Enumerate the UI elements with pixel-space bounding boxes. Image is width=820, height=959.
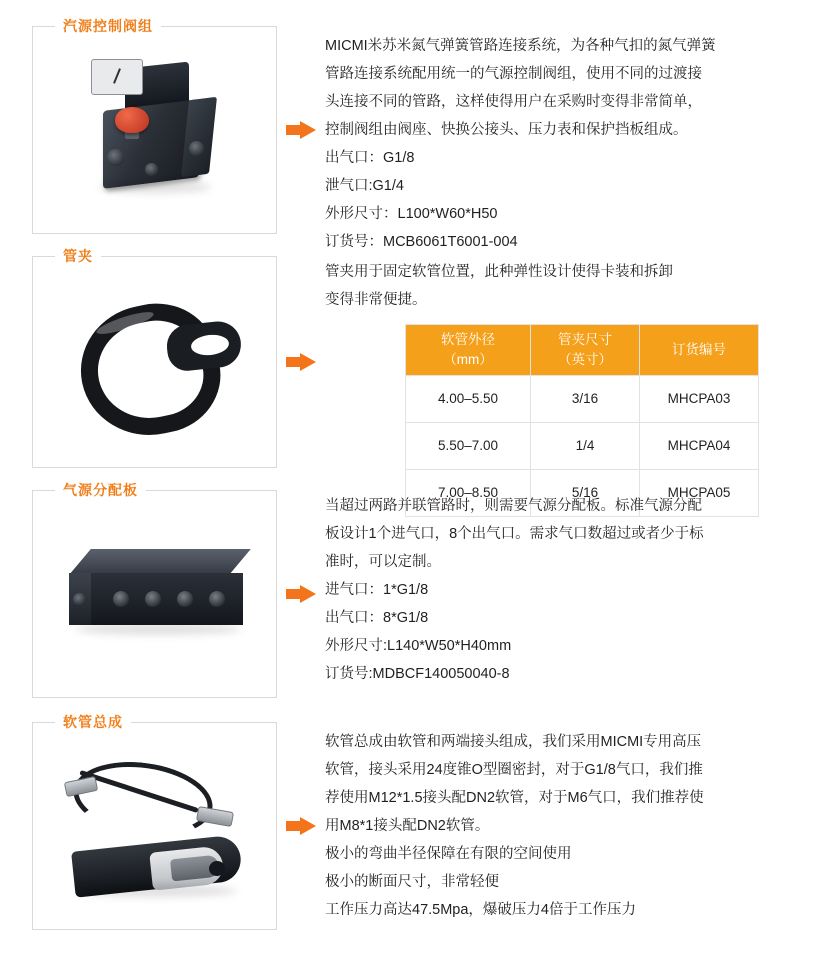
description-line: 软管总成由软管和两端接头组成，我们采用MICMI专用高压 — [325, 734, 702, 750]
column-header-hose-od: 软管外径 （mm） — [406, 325, 531, 376]
arrow-right-icon — [286, 121, 316, 139]
pointer-arrow-container — [277, 26, 325, 234]
cell-order-code: MHCPA04 — [640, 423, 759, 470]
description-line: 准时，可以定制。 — [325, 554, 441, 570]
cell-clamp-size: 3/16 — [531, 376, 640, 423]
cell-order-code: MHCPA03 — [640, 376, 759, 423]
hose-clamp-photo — [33, 257, 276, 467]
column-header-order-code: 订货编号 — [640, 325, 759, 376]
cell-hose-od: 4.00–5.50 — [406, 376, 531, 423]
table-row — [406, 376, 759, 423]
description-line: 管路连接系统配用统一的气源控制阀组，使用不同的过渡接 — [325, 66, 702, 82]
cell-clamp-size: 5/16 — [531, 470, 640, 517]
description-line: 头连接不同的管路，这样使得用户在采购时变得非常简单， — [325, 94, 702, 110]
cell-hose-od: 5.50–7.00 — [406, 423, 531, 470]
description-line: 变得非常便捷。 — [325, 292, 427, 308]
spec-line: 泄气口:G1/4 — [325, 178, 404, 194]
product-description — [325, 490, 792, 688]
description-line: 当超过两路并联管路时，则需要气源分配板。标准气源分配 — [325, 498, 702, 514]
arrow-right-icon — [286, 817, 316, 835]
product-title: 气源分配板 — [55, 480, 146, 500]
hose-assembly-photo — [33, 723, 276, 929]
clamp-spec-table — [405, 324, 759, 517]
product-title: 管夹 — [55, 246, 101, 266]
order-number-line: 订货号:MDBCF140050040-8 — [325, 666, 510, 682]
air-source-control-valve-photo — [33, 27, 276, 233]
spec-line: 进气口：1*G1/8 — [325, 582, 429, 598]
product-image-card — [32, 248, 277, 468]
cell-hose-od: 7.00–8.50 — [406, 470, 531, 517]
product-section-distribution-block — [32, 482, 792, 698]
product-section-clamp — [32, 248, 792, 517]
pointer-arrow-container — [277, 722, 325, 930]
product-section-hose-assembly — [32, 714, 792, 930]
pointer-arrow-container — [277, 256, 325, 468]
description-line: 控制阀组由阀座、快换公接头、压力表和保护挡板组成。 — [325, 122, 688, 138]
pointer-arrow-container — [277, 490, 325, 698]
product-description — [325, 722, 792, 924]
feature-line: 极小的弯曲半径保障在有限的空间使用 — [325, 846, 572, 862]
spec-line: 出气口：G1/8 — [325, 150, 415, 166]
spec-line: 外形尺寸:L140*W50*H40mm — [325, 638, 512, 654]
product-title: 软管总成 — [55, 712, 131, 732]
description-line: 用M8*1接头配DN2软管。 — [325, 818, 490, 834]
arrow-right-icon — [286, 353, 316, 371]
air-distribution-block-photo — [33, 491, 276, 697]
spec-line: 出气口：8*G1/8 — [325, 610, 429, 626]
feature-line: 工作压力高达47.5Mpa，爆破压力4倍于工作压力 — [325, 902, 636, 918]
product-description — [325, 26, 792, 256]
order-number-line: 订货号：MCB6061T6001-004 — [325, 234, 518, 250]
product-image-card — [32, 714, 277, 930]
spec-line: 外形尺寸：L100*W60*H50 — [325, 206, 498, 222]
cell-clamp-size: 1/4 — [531, 423, 640, 470]
description-line: MICMI米苏米氮气弹簧管路连接系统，为各种气扣的氮气弹簧 — [325, 38, 716, 54]
column-header-clamp-size: 管夹尺寸 （英寸） — [531, 325, 640, 376]
product-title: 汽源控制阀组 — [55, 16, 161, 36]
cell-order-code: MHCPA05 — [640, 470, 759, 517]
table-header-row — [406, 325, 759, 376]
product-section-valve — [32, 18, 792, 256]
product-description — [325, 256, 792, 517]
product-image-card — [32, 18, 277, 234]
table-row — [406, 423, 759, 470]
product-image-card — [32, 482, 277, 698]
feature-line: 极小的断面尺寸，非常轻便 — [325, 874, 499, 890]
description-line: 软管，接头采用24度锥O型圈密封，对于G1/8气口，我们推 — [325, 762, 703, 778]
description-line: 管夹用于固定软管位置，此种弹性设计使得卡装和拆卸 — [325, 264, 673, 280]
arrow-right-icon — [286, 585, 316, 603]
description-line: 荐使用M12*1.5接头配DN2软管，对于M6气口，我们推荐使 — [325, 790, 704, 806]
description-line: 板设计1个进气口，8个出气口。需求气口数超过或者少于标 — [325, 526, 704, 542]
